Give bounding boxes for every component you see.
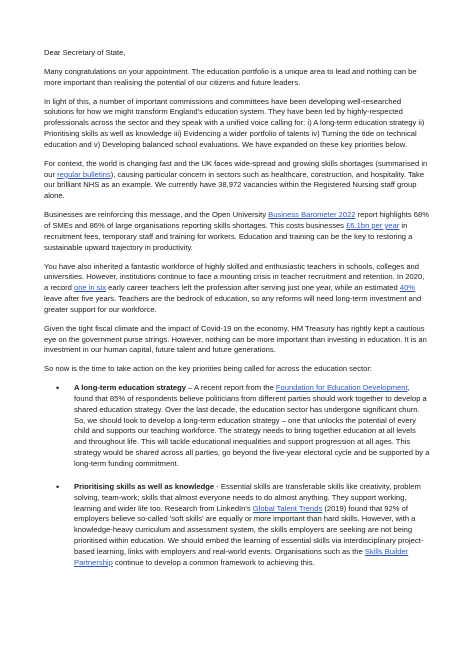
text-segment: You have also inherited a fantastic workforce of highly skilled and enthusiastic teachers in schools, colleges and universities. However, institutions continue to face a mounting crisis in teacher recruitment and retention. In 2020, a record xyxy=(44,261,425,293)
forty-percent-link[interactable]: 40% xyxy=(399,283,416,293)
business-barometer-link[interactable]: Business Barometer 2022 xyxy=(268,210,356,220)
paragraph-businesses xyxy=(44,210,430,253)
item-title: Prioritising skills as well as knowledge xyxy=(74,481,215,491)
one-in-six-link[interactable]: one in six xyxy=(73,283,107,293)
foundation-education-development-link[interactable]: Foundation for Education Development xyxy=(275,383,408,393)
bullet-icon: • xyxy=(56,383,60,394)
paragraph-priorities-intro: In light of this, a number of important commissions and committees have been developing well-researched solutions for how we might transform England's education system. They have been led by highly-respected professionals across the sector and they speak with a unified voice calling for: i) A long-term education strategy ii) Prioritising skills as well as knowledge iii) Evidencing a wider portfolio of talents iv) Turning the tide on technical education and v) Developing balanced school evaluations. We have expanded on these key priorities below. xyxy=(44,96,425,149)
bullet-icon: • xyxy=(56,481,60,492)
text-segment: - Essential skills are transferable skills like creativity, problem solving, team-work; skills that almost everyone needs to do almost anything. They support working, learning and wider life too. Research from LinkedIn's xyxy=(74,481,421,513)
skills-builder-partnership-link[interactable]: Skills Builder Partnership xyxy=(74,546,409,567)
list-item-skills-knowledge xyxy=(56,481,430,569)
item-title: A long-term education strategy xyxy=(74,383,186,393)
paragraph-congratulations: Many congratulations on your appointment. The education portfolio is a unique area to lead and nothing can be more important than realising the potential of our citizens and future leaders. xyxy=(44,66,417,87)
text-segment: – A recent report from the xyxy=(185,383,276,393)
text-segment: early career teachers left the profession after serving just one year, while an estimated xyxy=(106,283,400,293)
paragraph-fiscal-climate: Given the tight fiscal climate and the impact of Covid-19 on the economy, HM Treasury has rightly kept a cautious eye on the government purse strings. However, nothing can be more important than investing in education. It is an investment in our human capital, future talent and future generations. xyxy=(44,323,427,355)
paragraph-teachers xyxy=(44,262,430,316)
text-segment: (2019) found that 92% of employers believe so-called 'soft skills' are equally or more important than hard skills. However, with a knowledge-heavy curriculum and assessment system, the skills employers are seeking are not being prioritised within education. We should embed the learning of essential skills via interdisciplinary project-based learning, links with employers and real-world events. Organisations such as the xyxy=(74,503,424,556)
global-talent-trends-link[interactable]: Global Talent Trends xyxy=(252,503,323,513)
salutation: Dear Secretary of State, xyxy=(44,48,126,57)
list-item-long-term-strategy xyxy=(56,383,430,470)
text-segment: leave after five years. Teachers are the bedrock of education, so any reforms will need long-term investment and greater support for our workforce. xyxy=(44,294,422,314)
text-segment: Businesses are reinforcing this message, and the Open University xyxy=(44,210,269,220)
text-segment: continue to develop a common framework to achieving this. xyxy=(112,557,315,567)
text-segment: ), causing particular concern in sectors such as healthcare, construction, and hospitality. Take our brilliant NHS as an example. We currently have 38,972 vacancies within the Registered Nursing staff group alone. xyxy=(44,169,425,201)
text-segment: , found that 85% of respondents believe politicians from different parties should work together to develop a shared education strategy. Over the last decade, the education sector has undergone significant churn. So, we should look to develop a long-term education strategy – one that unlocks the potential of every child and supports our teaching workforce. The strategy needs to bring together education at all levels and throughout life. This will tackle educational inequalities and support progression at all ages. This strategy would be shared across all parties, go beyond the five-year electoral cycle and be supported by a long-term funding commitment. xyxy=(74,383,430,468)
paragraph-context xyxy=(44,159,430,202)
paragraph-call-to-action: So now is the time to take action on the key priorities being called for across the education sector: xyxy=(44,364,372,374)
text-segment: report highlights 68% of SMEs and 86% of large organisations reporting skills shortages. This costs businesses xyxy=(44,210,429,230)
cost-per-year-link[interactable]: £6.1bn per year xyxy=(346,220,400,230)
regular-bulletins-link[interactable]: regular bulletins xyxy=(57,169,111,179)
text-segment: For context, the world is changing fast and the UK faces wide-spread and growing skills shortages (summarised in our xyxy=(44,158,428,179)
priorities-list xyxy=(44,383,430,569)
text-segment: in recruitment fees, temporary staff and training for workers. Education and training can be the key to restoring a sustainable upward trajectory in productivity. xyxy=(44,220,413,252)
